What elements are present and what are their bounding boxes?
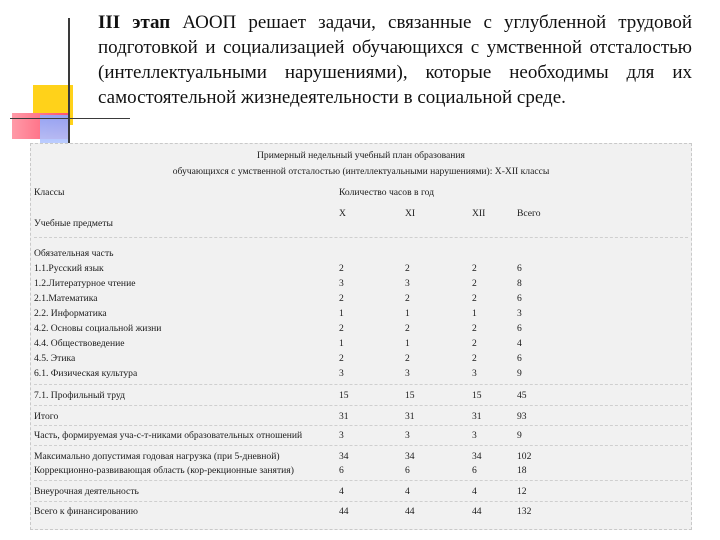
table-cell: 3 xyxy=(405,430,410,441)
divider xyxy=(34,480,688,481)
table-cell: 2 xyxy=(405,323,410,334)
classes-label: Классы xyxy=(34,187,65,198)
slide-heading xyxy=(98,10,692,110)
divider xyxy=(34,237,688,238)
column-header: XII xyxy=(472,208,486,219)
subject-name: 2.1.Математика xyxy=(34,293,98,304)
table-cell: 9 xyxy=(517,368,522,379)
table-cell: 2 xyxy=(405,353,410,364)
curriculum-table xyxy=(30,143,692,530)
subject-name: 4.2. Основы социальной жизни xyxy=(34,323,162,334)
table-cell: 1 xyxy=(405,338,410,349)
table-cell: 18 xyxy=(517,465,527,476)
table-cell: 3 xyxy=(339,278,344,289)
column-header: Всего xyxy=(517,208,541,219)
table-cell: 34 xyxy=(405,451,415,462)
section-mandatory: Обязательная часть xyxy=(34,248,114,259)
table-cell: 44 xyxy=(339,506,349,517)
table-cell: 6 xyxy=(517,353,522,364)
table-cell: 2 xyxy=(339,263,344,274)
table-cell: 31 xyxy=(405,411,415,422)
table-cell: 132 xyxy=(517,506,532,517)
row-label: Максимально допустимая годовая нагрузка (при 5-дневной) xyxy=(34,451,280,462)
table-title-line2: обучающихся с умственной отсталостью (интеллектуальными нарушениями): X-XII классы xyxy=(172,166,550,177)
table-cell: 93 xyxy=(517,411,527,422)
heading-stage: III этап xyxy=(98,12,171,33)
table-cell: 8 xyxy=(517,278,522,289)
table-cell: 3 xyxy=(472,430,477,441)
column-header: X xyxy=(339,208,346,219)
table-cell: 45 xyxy=(517,390,527,401)
table-cell: 2 xyxy=(472,293,477,304)
column-header: XI xyxy=(405,208,416,219)
divider xyxy=(34,425,688,426)
table-cell: 34 xyxy=(339,451,349,462)
table-cell: 6 xyxy=(339,465,344,476)
subjects-label: Учебные предметы xyxy=(34,218,113,229)
table-cell: 6 xyxy=(472,465,477,476)
decor-vertical-line xyxy=(68,18,70,163)
table-title-line1: Примерный недельный учебный план образования xyxy=(257,150,465,161)
row-label: Коррекционно-развивающая область (кор-рекционные занятия) xyxy=(34,465,294,476)
decor-horizontal-line xyxy=(10,118,130,119)
table-cell: 6 xyxy=(517,293,522,304)
table-cell: 15 xyxy=(472,390,482,401)
table-cell: 3 xyxy=(339,368,344,379)
table-cell: 1 xyxy=(405,308,410,319)
table-cell: 2 xyxy=(472,338,477,349)
table-cell: 31 xyxy=(339,411,349,422)
table-cell: 15 xyxy=(405,390,415,401)
divider xyxy=(34,384,688,385)
subject-name: 4.5. Этика xyxy=(34,353,76,364)
table-cell: 3 xyxy=(405,278,410,289)
table-cell: 3 xyxy=(339,430,344,441)
table-cell: 3 xyxy=(472,368,477,379)
table-cell: 6 xyxy=(517,263,522,274)
table-cell: 34 xyxy=(472,451,482,462)
table-cell: 3 xyxy=(405,368,410,379)
table-cell: 2 xyxy=(472,263,477,274)
table-cell: 6 xyxy=(517,323,522,334)
subject-name: 4.4. Обществоведение xyxy=(34,338,125,349)
table-cell: 3 xyxy=(517,308,522,319)
divider xyxy=(34,501,688,502)
row-label: Внеурочная деятельность xyxy=(34,486,139,497)
table-cell: 4 xyxy=(517,338,522,349)
table-cell: 31 xyxy=(472,411,482,422)
table-cell: 2 xyxy=(339,323,344,334)
row-label: Часть, формируемая уча-с-т-никами образовательных отношений xyxy=(34,430,303,441)
table-cell: 15 xyxy=(339,390,349,401)
divider xyxy=(34,445,688,446)
table-cell: 1 xyxy=(339,308,344,319)
table-cell: 2 xyxy=(472,323,477,334)
table-cell: 4 xyxy=(472,486,477,497)
table-cell: 6 xyxy=(405,465,410,476)
table-cell: 1 xyxy=(472,308,477,319)
table-cell: 4 xyxy=(405,486,410,497)
table-cell: 102 xyxy=(517,451,532,462)
table-cell: 44 xyxy=(405,506,415,517)
table-cell: 2 xyxy=(339,293,344,304)
table-cell: 1 xyxy=(339,338,344,349)
row-label: Всего к финансированию xyxy=(34,506,138,517)
table-cell: 2 xyxy=(339,353,344,364)
table-cell: 2 xyxy=(472,353,477,364)
row-label: Итого xyxy=(34,411,59,422)
subject-name: 2.2. Информатика xyxy=(34,308,107,319)
table-cell: 2 xyxy=(405,293,410,304)
table-cell: 44 xyxy=(472,506,482,517)
subject-name: 1.2.Литературное чтение xyxy=(34,278,136,289)
table-cell: 2 xyxy=(405,263,410,274)
row-label: 7.1. Профильный труд xyxy=(34,390,125,401)
divider xyxy=(34,405,688,406)
table-cell: 12 xyxy=(517,486,527,497)
table-cell: 9 xyxy=(517,430,522,441)
hours-label: Количество часов в год xyxy=(339,187,435,198)
table-cell: 2 xyxy=(472,278,477,289)
heading-text: АООП решает задачи, связанные с углубленной трудовой подготовкой и социализацией обучающихся с умственной отсталостью (интеллектуальными нарушениями), которые необходимы для их самостоятельной жизнедеятельности в социальной среде. xyxy=(98,12,693,108)
subject-name: 6.1. Физическая культура xyxy=(34,368,138,379)
table-cell: 4 xyxy=(339,486,344,497)
subject-name: 1.1.Русский язык xyxy=(34,263,104,274)
